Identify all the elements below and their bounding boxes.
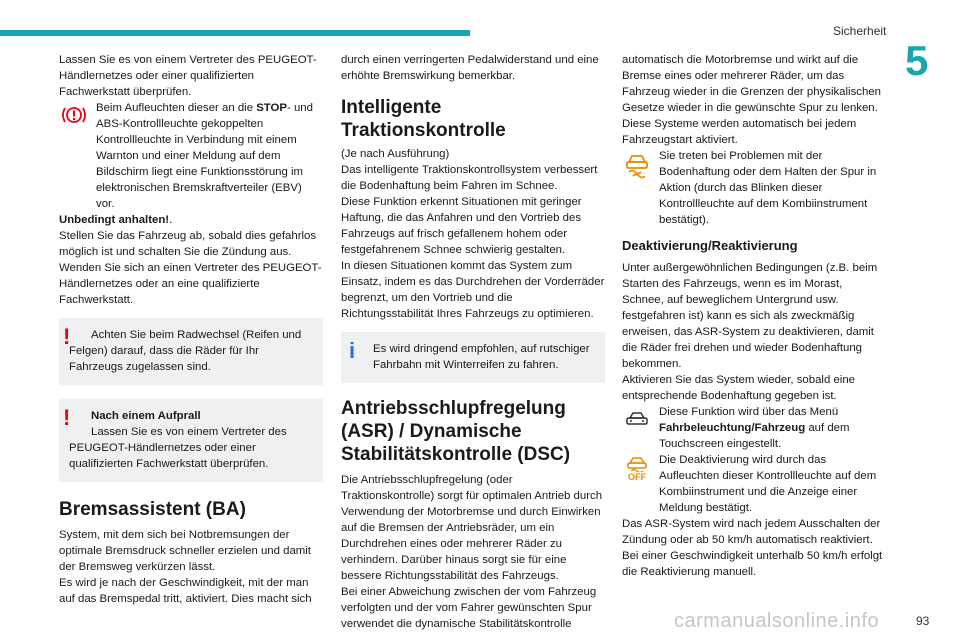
paragraph: Unbedingt anhalten!. xyxy=(59,214,173,226)
page-number: 93 xyxy=(916,614,930,628)
paragraph: Die Antriebsschlupfregelung (oder Traktionskontrolle) sorgt für optimalen Antrieb durch Verwendung der Motorbremse und durch Einwirken auf die Bremsen der Antriebsräder, um ein Durchdrehen eines oder mehrerer Räder zu verhindern. Darüber hinaus sorgt sie für eine bessere Richtungsstabilität des Fahrzeugs. xyxy=(341,474,603,582)
warning-light-row xyxy=(59,100,323,212)
warning-light-row xyxy=(622,148,886,228)
paragraph: durch einen verringerten Pedalwiderstand und eine erhöhte Bremswirkung bemerkbar. xyxy=(341,54,599,82)
skid-car-icon xyxy=(622,148,652,182)
chapter-number: 5 xyxy=(905,37,929,84)
paragraph: Diese Funktion wird über das Menü Fahrbeleuchtung/Fahrzeug auf dem Touchscreen eingestellt. xyxy=(659,406,850,450)
paragraph: Das intelligente Traktionskontrollsystem verbessert die Bodenhaftung beim Fahren im Schnee. xyxy=(341,164,598,192)
paragraph: (Je nach Ausführung) xyxy=(341,148,450,160)
warning-note: ! Achten Sie beim Radwechsel (Reifen und Felgen) darauf, dass die Räder für Ihr Fahrzeugs zugelassen sind. xyxy=(59,318,323,385)
paragraph: Diese Systeme werden automatisch bei jedem Fahrzeugstart aktiviert. xyxy=(622,118,857,146)
menu-row xyxy=(622,404,886,452)
section-title: Sicherheit xyxy=(833,24,887,38)
paragraph: Aktivieren Sie das System wieder, sobald eine entsprechende Bodenhaftung gegeben ist. xyxy=(622,374,855,402)
paragraph: In diesen Situationen kommt das System zum Einsatz, indem es das Durchdrehen der Vorderräder begrenzt, um den Vortrieb und die Richtungsstabilität Ihres Fahrzeugs zu optimieren. xyxy=(341,260,605,320)
exclamation-icon: ! xyxy=(63,324,71,349)
paragraph: Beim Aufleuchten dieser an die STOP- und ABS-Kontrollleuchte gekoppelten Kontrollleuchte in Verbindung mit einem Warnton und einer Meldung auf dem Bildschirm liegt eine Funktionsstörung im elektronischen Bremskraftverteiler (EBV) vor. xyxy=(96,102,313,210)
paragraph: Wenden Sie sich an einen Vertreter des PEUGEOT-Händlernetzes oder an eine qualifizierte Fachwerkstatt. xyxy=(59,262,322,306)
heading-traction: Intelligente Traktionskontrolle xyxy=(341,97,506,141)
paragraph: Das ASR-System wird nach jedem Ausschalten der Zündung oder ab 50 km/h automatisch reaktiviert. xyxy=(622,518,881,546)
paragraph: Lassen Sie es von einem Vertreter des PEUGEOT-Händlernetzes oder einer qualifizierten Fachwerkstatt überprüfen. xyxy=(59,54,317,98)
car-menu-icon xyxy=(622,404,652,434)
paragraph: Die Deaktivierung wird durch das Aufleuchten dieser Kontrollleuchte auf dem Kombiinstrument und die Anzeige einer Meldung bestätigt. xyxy=(659,454,877,514)
paragraph: Sie treten bei Problemen mit der Bodenhaftung oder dem Halten der Spur in Aktion (durch das Blinken dieser Kontrollleuchte auf dem Kombiinstrument bestätigt). xyxy=(659,150,877,226)
info-note: i Es wird dringend empfohlen, auf rutschiger Fahrbahn mit Winterreifen zu fahren. xyxy=(341,332,605,383)
info-icon: i xyxy=(349,338,356,363)
paragraph: Unter außergewöhnlichen Bedingungen (z.B. beim Starten des Fahrzeugs, wenn es im Morast, Schnee, auf beweglichem Untergrund usw. festgefahren ist) kann es sich als zweckmäßig erweisen, das ASR-System zu deaktivieren, damit die Räder frei drehen und wieder Bodenhaftung bekommen. xyxy=(622,262,878,370)
heading-ba: Bremsassistent (BA) xyxy=(59,499,246,520)
heading-deactivation: Deaktivierung/Reaktivierung xyxy=(622,238,798,253)
paragraph: automatisch die Motorbremse und wirkt auf die Bremse eines oder mehrerer Räder, um das Fahrzeug wieder in die Grenzen der physikalischen Gesetze wieder in die gewünschte Spur zu lenken. xyxy=(622,54,881,114)
warning-note: ! Nach einem Aufprall Lassen Sie es von einem Vertreter des PEUGEOT-Händlernetzes oder einer qualifizierten Fachwerkstatt überprüfen. xyxy=(59,399,323,482)
paragraph: Diese Funktion erkennt Situationen mit geringer Haftung, die das Anfahren und den Vortrieb des Fahrzeugs auf frisch gefallenem hohem oder festgefahrenem Schnee schwierig gestalten. xyxy=(341,196,582,256)
paragraph: Bei einer Geschwindigkeit unterhalb 50 km/h erfolgt die Reaktivierung manuell. xyxy=(622,550,883,578)
watermark: carmanualsonline.info xyxy=(674,610,880,632)
column-right xyxy=(622,52,886,580)
column-left xyxy=(59,52,323,607)
paragraph: Es wird je nach der Geschwindigkeit, mit der man auf das Bremspedal tritt, aktiviert. Dies macht sich xyxy=(59,577,312,605)
paragraph: System, mit dem sich bei Notbremsungen der optimale Bremsdruck schneller erzielen und damit der Bremsweg verkürzen lässt. xyxy=(59,529,311,573)
paragraph: Stellen Sie das Fahrzeug ab, sobald dies gefahrlos möglich ist und schalten Sie die Zündung aus. xyxy=(59,230,317,258)
exclamation-icon: ! xyxy=(63,405,71,430)
paragraph: Bei einer Abweichung zwischen der vom Fahrzeug verfolgten und der vom Fahrer gewünschten Spur verwendet die dynamische Stabilitätskontrolle xyxy=(341,586,597,630)
heading-asr-dsc: Antriebsschlupfregelung (ASR) / Dynamische Stabilitätskontrolle (DSC) xyxy=(341,398,571,465)
brake-warning-icon xyxy=(59,100,89,130)
asr-off-icon: OFF xyxy=(622,452,652,486)
warning-light-row xyxy=(622,452,886,516)
column-middle xyxy=(341,52,605,632)
accent-bar xyxy=(0,30,470,36)
